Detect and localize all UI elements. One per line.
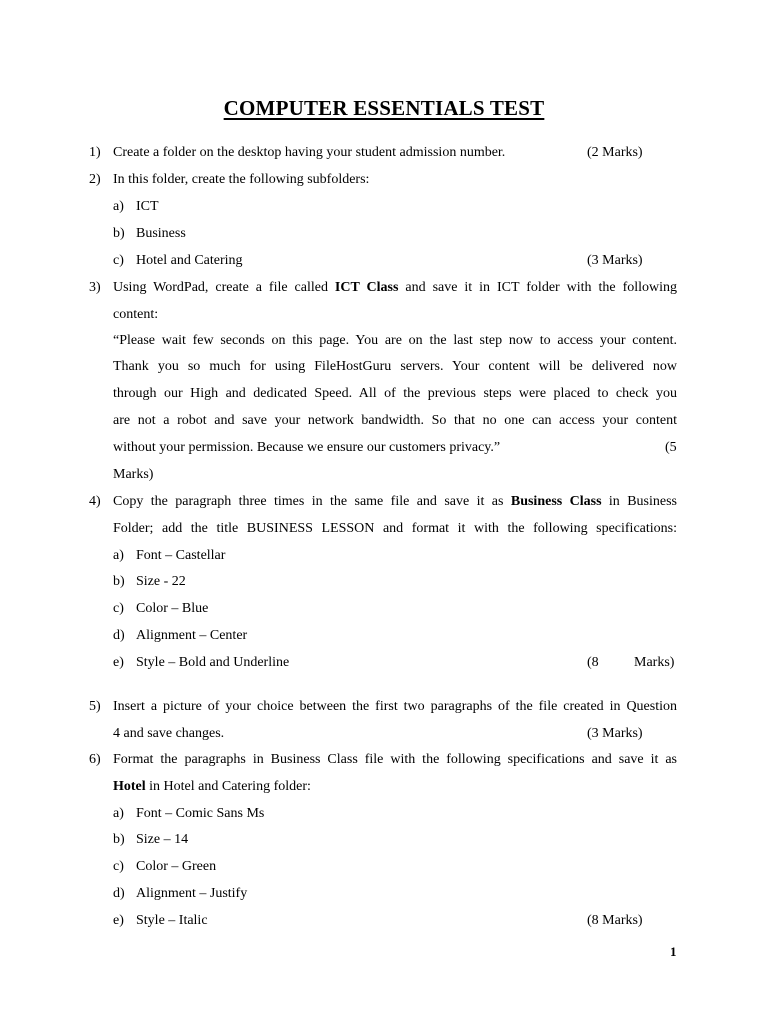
list-item-letter: b) [113, 832, 125, 847]
question-text-part: Copy the paragraph three times in the same file and save it as [113, 494, 504, 509]
file-name-bold: Hotel [113, 779, 146, 794]
question-text-part: and save it in ICT folder with the following [405, 280, 678, 295]
marks-label: (5 [665, 440, 677, 455]
marks-label: (8 Marks) [587, 913, 643, 928]
question-text: Folder; add the title BUSINESS LESSON and format it with the following specifications: [113, 521, 677, 536]
list-item-letter: b) [113, 574, 125, 589]
question-number: 6) [89, 752, 101, 767]
question-text: Format the paragraphs in Business Class file with the following specifications and save it as [113, 752, 677, 767]
list-item-letter: a) [113, 548, 124, 563]
marks-label: (8 [587, 655, 599, 670]
question-number: 3) [89, 280, 101, 295]
question-text: Insert a picture of your choice between the first two paragraphs of the file created in Question [113, 699, 677, 714]
question-number: 1) [89, 145, 101, 160]
marks-label: (3 Marks) [587, 726, 643, 741]
quote-line: without your permission. Because we ensure our customers privacy.” [113, 440, 501, 455]
marks-label: Marks) [113, 467, 154, 482]
list-item-letter: a) [113, 806, 124, 821]
list-item: Style – Italic [136, 913, 208, 928]
list-item-letter: e) [113, 655, 124, 670]
list-item: Style – Bold and Underline [136, 655, 290, 670]
list-item: Color – Green [136, 859, 217, 874]
list-item: Alignment – Center [136, 628, 248, 643]
marks-label: (2 Marks) [587, 145, 643, 160]
page-number: 1 [670, 944, 677, 959]
question-number: 2) [89, 172, 101, 187]
list-item: ICT [136, 199, 159, 214]
question-text [113, 779, 311, 795]
list-item: Font – Castellar [136, 548, 226, 563]
quote-line: through our High and dedicated Speed. All of the previous steps were placed to check you [113, 386, 677, 401]
list-item: Font – Comic Sans Ms [136, 806, 265, 821]
list-item: Size - 22 [136, 574, 186, 589]
list-item: Business [136, 226, 186, 241]
list-item: Color – Blue [136, 601, 209, 616]
list-item-letter: c) [113, 601, 124, 616]
list-item-letter: d) [113, 886, 125, 901]
quote-line: are not a robot and save your network bandwidth. So that no one can access your content [113, 413, 677, 428]
question-text: content: [113, 307, 159, 322]
list-item: Alignment – Justify [136, 886, 248, 901]
question-number: 4) [89, 494, 101, 509]
marks-label: (3 Marks) [587, 253, 643, 268]
list-item: Size – 14 [136, 832, 189, 847]
question-text [113, 494, 677, 510]
list-item-letter: c) [113, 859, 124, 874]
list-item-letter: a) [113, 199, 124, 214]
marks-label: Marks) [634, 655, 675, 670]
file-name-bold: Business Class [510, 494, 602, 509]
question-text: In this folder, create the following subfolders: [113, 172, 370, 187]
quote-line: Thank you so much for using FileHostGuru servers. Your content will be delivered now [113, 359, 677, 374]
question-text: Create a folder on the desktop having your student admission number. [113, 145, 506, 160]
page-title: COMPUTER ESSENTIALS TEST [223, 96, 545, 120]
list-item-letter: e) [113, 913, 124, 928]
question-text [113, 280, 677, 296]
list-item-letter: b) [113, 226, 125, 241]
question-text: 4 and save changes. [113, 726, 225, 741]
question-text-part: Using WordPad, create a file called [113, 280, 328, 295]
list-item-letter: c) [113, 253, 124, 268]
question-text-part: in Business [608, 494, 677, 509]
question-text-part: in Hotel and Catering folder: [149, 779, 311, 794]
list-item-letter: d) [113, 628, 125, 643]
list-item: Hotel and Catering [136, 253, 243, 268]
file-name-bold: ICT Class [334, 280, 399, 295]
question-number: 5) [89, 699, 101, 714]
quote-line: “Please wait few seconds on this page. You are on the last step now to access your content. [113, 333, 677, 348]
